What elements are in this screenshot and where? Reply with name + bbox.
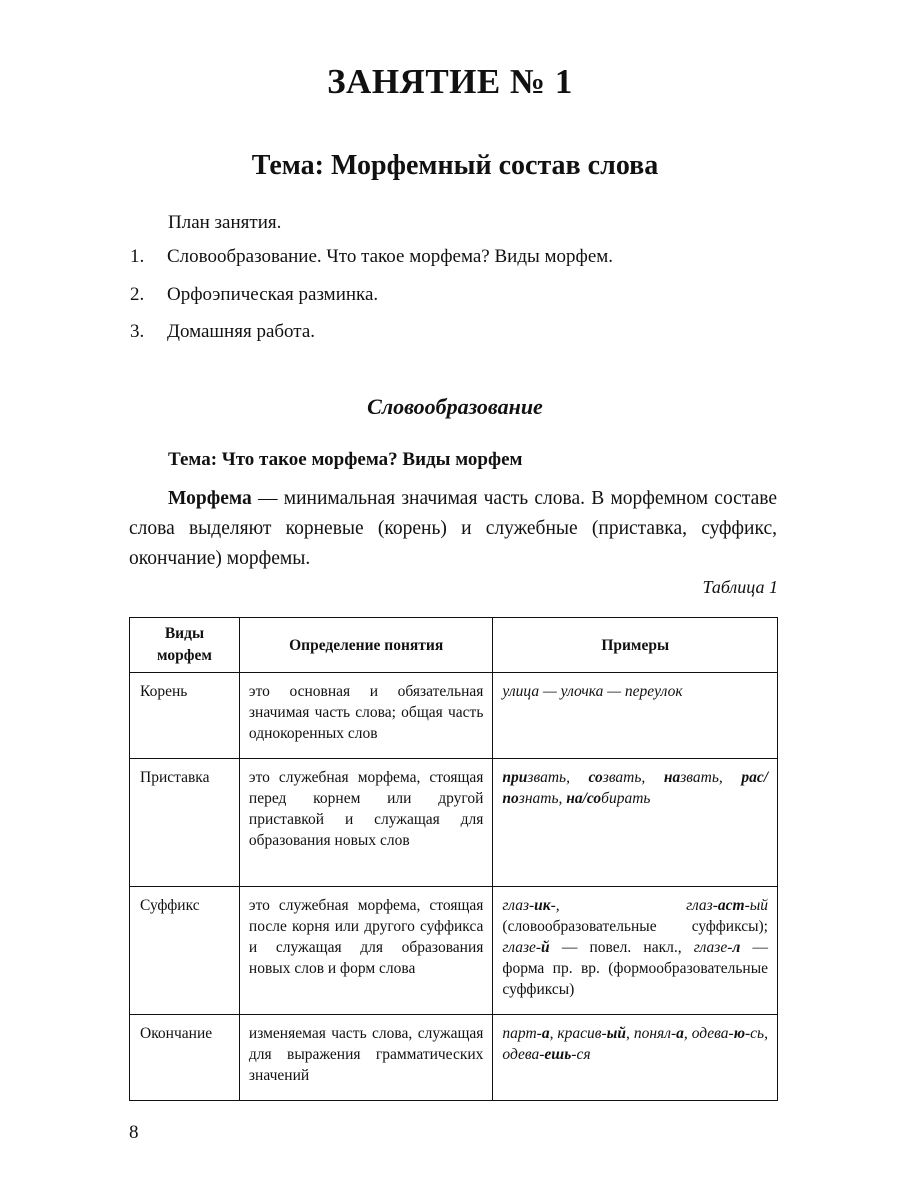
- plan-label: План занятия.: [168, 212, 282, 233]
- example-text: звать,: [602, 769, 664, 786]
- page-title: ЗАНЯТИЕ № 1: [327, 62, 573, 101]
- example-text: знать,: [518, 790, 567, 807]
- morpheme-definition: изменяемая часть слова, служащая для выражения грамматических значений: [239, 1015, 492, 1101]
- lesson-topic: Тема: Морфемный состав слова: [251, 150, 659, 181]
- definition-term: Морфема: [168, 488, 252, 509]
- example-text: , красив-: [549, 1025, 607, 1042]
- table-row: [130, 759, 778, 887]
- example-text: глаз-: [502, 897, 535, 914]
- plan-item-text: Словообразование. Что такое морфема? Виды морфем.: [167, 246, 614, 267]
- table-row: [130, 887, 778, 1015]
- morpheme-type: Окончание: [130, 1015, 240, 1101]
- page-number: 8: [129, 1122, 139, 1143]
- definition-paragraph: [129, 484, 777, 574]
- header-morpheme-types: Виды морфем: [130, 618, 240, 673]
- plan-item-number: 1.: [130, 246, 145, 267]
- morpheme-highlight: ешь: [544, 1046, 572, 1063]
- morpheme-highlight: на: [663, 769, 681, 786]
- example-text: звать,: [527, 769, 589, 786]
- morpheme-highlight: ый: [606, 1025, 627, 1042]
- morpheme-definition: это служебная морфема, стоящая перед корнем или другой приставкой и служащая для образования новых слов: [239, 759, 492, 887]
- example-text: (словообразовательные суффиксы);: [502, 918, 768, 935]
- example-text: — форма пр. вр. (формообразовательные суффиксы): [502, 939, 769, 998]
- plan-item: [130, 284, 613, 322]
- plan-item: [130, 321, 613, 359]
- example-text: улица — улочка — переулок: [502, 683, 683, 700]
- morpheme-definition: это служебная морфема, стоящая после корня или другого суффикса и служащая для образования новых слов и форм слова: [239, 887, 492, 1015]
- example-text: бирать: [601, 790, 651, 807]
- morpheme-highlight: а: [676, 1025, 684, 1042]
- morpheme-highlight: а: [541, 1025, 550, 1042]
- plan-item-number: 2.: [130, 283, 145, 305]
- plan-item: [130, 246, 613, 284]
- morpheme-type: Приставка: [130, 759, 240, 887]
- example-text: -ый: [744, 897, 768, 914]
- morpheme-table: [129, 617, 778, 1101]
- morpheme-highlight: со: [588, 769, 603, 786]
- example-text: , понял-: [626, 1025, 677, 1042]
- morpheme-examples: [493, 887, 778, 1015]
- example-text: -ся: [571, 1046, 591, 1063]
- morpheme-definition: это основная и обязательная значимая часть слова; общая часть однокоренных слов: [239, 673, 492, 759]
- plan-item-number: 3.: [130, 321, 145, 342]
- plan-item-text: Домашняя работа.: [167, 321, 316, 342]
- morpheme-highlight: на/со: [566, 790, 602, 807]
- morpheme-highlight: ик: [534, 897, 551, 914]
- table-header-row: [130, 618, 778, 673]
- section-title: Словообразование: [367, 394, 543, 419]
- plan-item-text: Орфоэпическая разминка.: [167, 283, 379, 305]
- morpheme-type: Суффикс: [130, 887, 240, 1015]
- morpheme-highlight: при: [502, 769, 528, 786]
- morpheme-examples: [493, 673, 778, 759]
- table-row: [130, 673, 778, 759]
- table-caption: Таблица 1: [702, 577, 778, 597]
- morpheme-highlight: рас/по: [502, 769, 769, 807]
- example-text: -, глаз-: [550, 897, 718, 914]
- header-examples: Примеры: [493, 618, 778, 673]
- morpheme-type: Корень: [130, 673, 240, 759]
- header-definition: Определение понятия: [239, 618, 492, 673]
- example-text: звать,: [680, 769, 742, 786]
- example-text: глазе-: [502, 939, 542, 956]
- subtopic-heading: Тема: Что такое морфема? Виды морфем: [168, 449, 523, 470]
- morpheme-highlight: аст: [717, 897, 745, 914]
- morpheme-highlight: ю: [733, 1025, 746, 1042]
- example-text: , одева-: [683, 1025, 734, 1042]
- morpheme-examples: [493, 759, 778, 887]
- example-text: глазе-: [693, 939, 733, 956]
- table-row: [130, 1015, 778, 1101]
- morpheme-highlight: й: [541, 939, 550, 956]
- example-text: — повел. накл.,: [549, 939, 694, 956]
- plan-list: [130, 246, 613, 359]
- example-text: парт-: [502, 1025, 542, 1042]
- morpheme-highlight: л: [732, 939, 741, 956]
- morpheme-examples: [493, 1015, 778, 1101]
- definition-text: — минимальная значимая часть слова. В морфемном составе слова выделяют корневые (корень) и служебные (приставка, суффикс, окончание) морфемы.: [129, 488, 777, 569]
- example-text: -сь, одева-: [502, 1025, 768, 1063]
